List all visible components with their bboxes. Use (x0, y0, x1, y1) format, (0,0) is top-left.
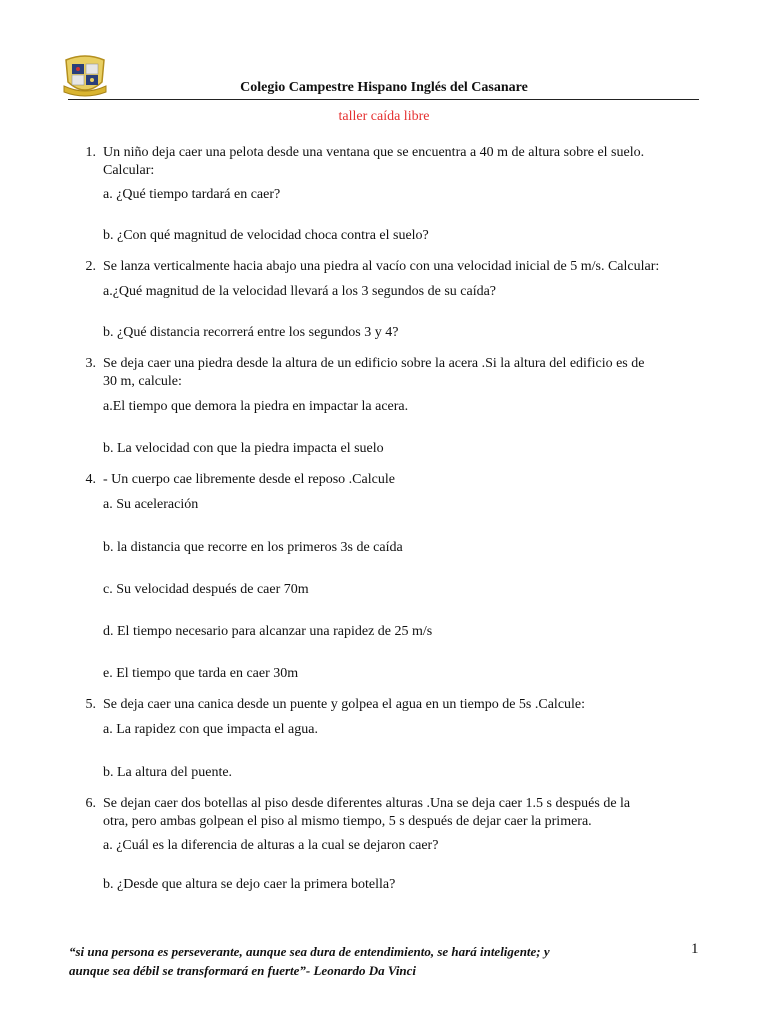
problem-part: a. ¿Cuál es la diferencia de alturas a la cual se dejaron caer? (103, 838, 439, 853)
problem-text: otra, pero ambas golpean el piso al mismo tiempo, 5 s después de dejar caer la primera. (103, 814, 592, 829)
worksheet-subtitle: taller caída libre (338, 109, 430, 124)
problem-text: Se lanza verticalmente hacia abajo una piedra al vacío con una velocidad inicial de 5 m/s. Calcular: (103, 259, 660, 274)
problem-text: - Un cuerpo cae libremente desde el reposo .Calcule (103, 472, 395, 487)
footer-quote-line: aunque sea débil se transformará en fuerte”- Leonardo Da Vinci (69, 963, 417, 978)
problem-number: 5. (85, 697, 96, 712)
problem-text: Se dejan caer dos botellas al piso desde diferentes alturas .Una se deja caer 1.5 s después de la (103, 796, 631, 811)
problem-part: b. ¿Qué distancia recorrerá entre los segundos 3 y 4? (103, 325, 399, 340)
problem-text: Se deja caer una piedra desde la altura de un edificio sobre la acera .Si la altura del edificio es de (103, 356, 645, 371)
problem-part: a. La rapidez con que impacta el agua. (103, 722, 318, 737)
problem-text: Calcular: (103, 163, 155, 178)
problem-part: a.El tiempo que demora la piedra en impactar la acera. (103, 399, 409, 414)
problem-part: b. La altura del puente. (103, 765, 233, 780)
problem-number: 3. (85, 356, 96, 371)
problem-part: c. Su velocidad después de caer 70m (103, 582, 309, 597)
header-divider (68, 99, 699, 100)
problem-part: b. la distancia que recorre en los primeros 3s de caída (103, 540, 403, 555)
page-number: 1 (691, 941, 699, 957)
problem-part: a. ¿Qué tiempo tardará en caer? (103, 187, 281, 202)
problem-text: Un niño deja caer una pelota desde una ventana que se encuentra a 40 m de altura sobre el suelo. (103, 145, 645, 160)
problem-part: a.¿Qué magnitud de la velocidad llevará a los 3 segundos de su caída? (103, 284, 497, 299)
page-title: Colegio Campestre Hispano Inglés del Casanare (240, 80, 528, 95)
footer-quote (69, 942, 679, 980)
problem-number: 2. (85, 259, 96, 274)
problem-text: 30 m, calcule: (103, 374, 182, 389)
problem-number: 6. (85, 796, 96, 811)
problem-number: 1. (85, 145, 96, 160)
problem-number: 4. (85, 472, 96, 487)
problem-part: e. El tiempo que tarda en caer 30m (103, 666, 299, 681)
footer-quote-line: “si una persona es perseverante, aunque sea dura de entendimiento, se hará inteligente; y (69, 944, 550, 959)
problem-part: b. ¿Con qué magnitud de velocidad choca contra el suelo? (103, 228, 429, 243)
problem-text: Se deja caer una canica desde un puente y golpea el agua en un tiempo de 5s .Calcule: (103, 697, 586, 712)
problem-part: b. La velocidad con que la piedra impacta el suelo (103, 441, 384, 456)
problem-part: d. El tiempo necesario para alcanzar una rapidez de 25 m/s (103, 624, 433, 639)
problem-part: a. Su aceleración (103, 497, 199, 512)
problem-part: b. ¿Desde que altura se dejo caer la primera botella? (103, 877, 396, 892)
